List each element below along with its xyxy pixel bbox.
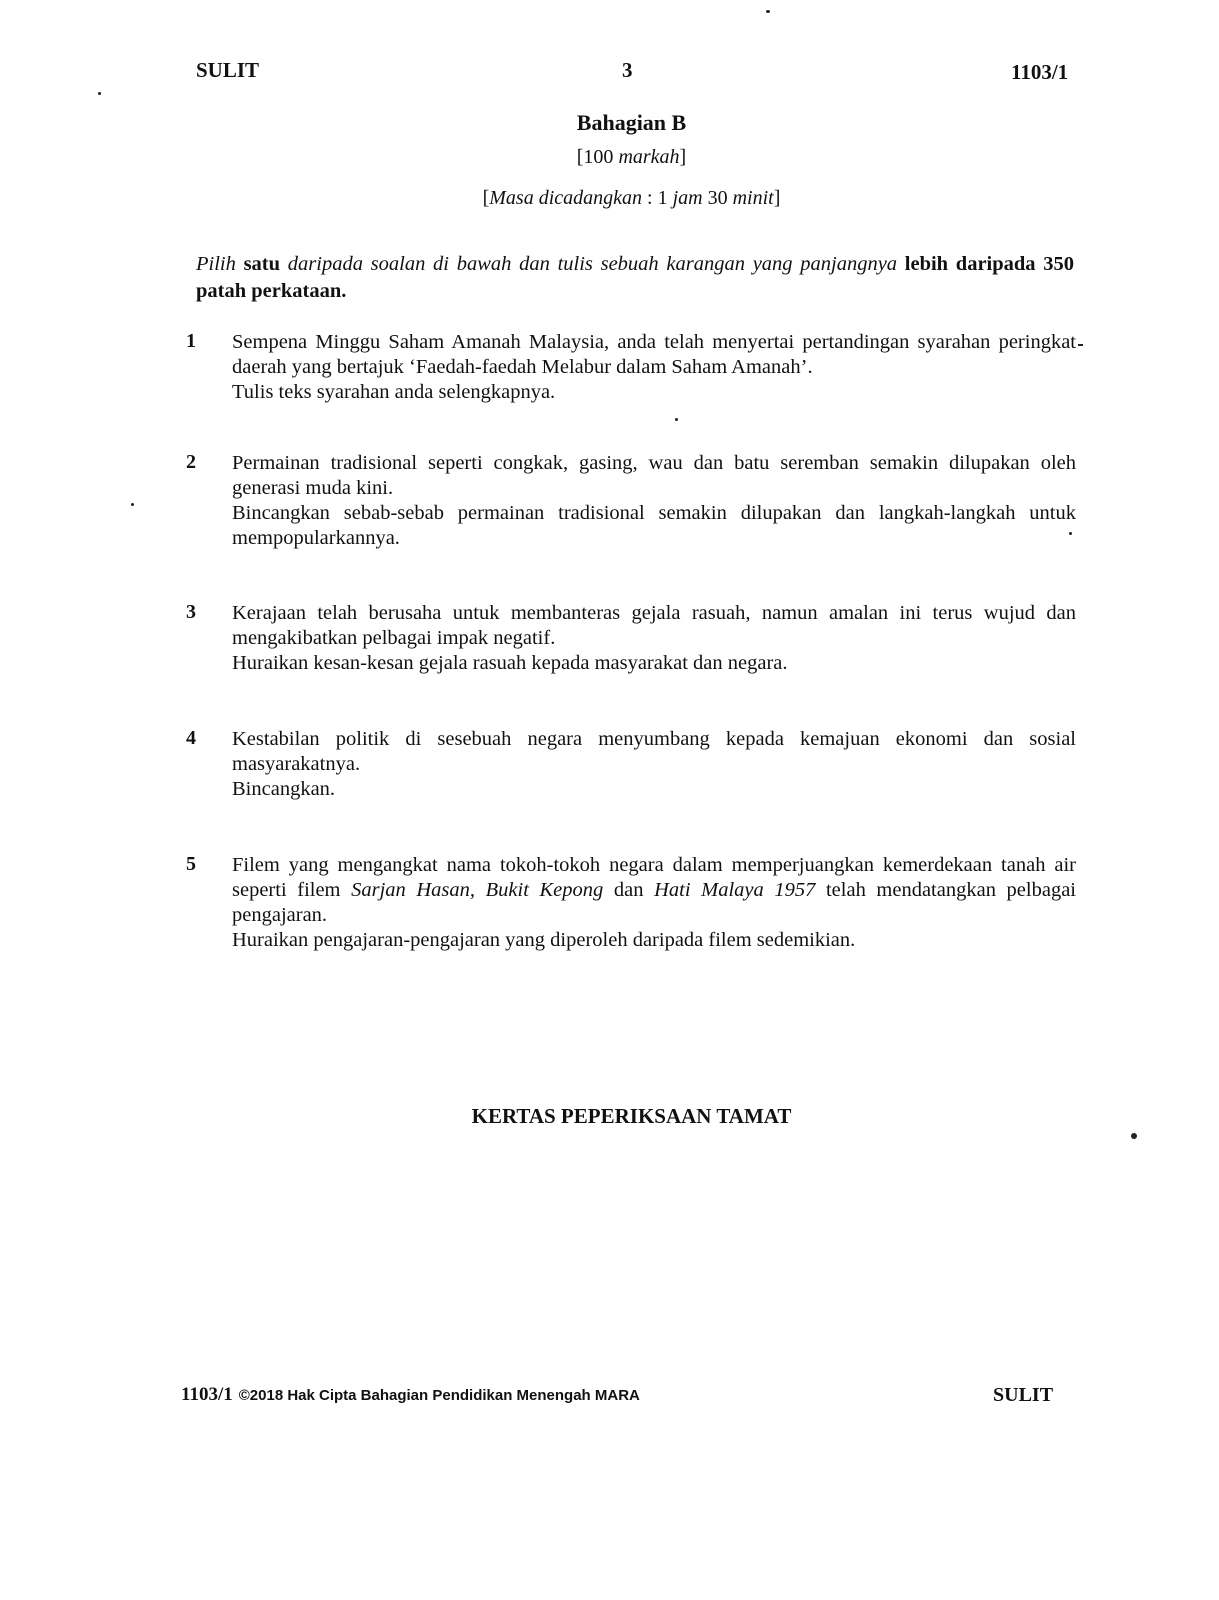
question-task: Bincangkan sebab-sebab permainan tradisional semakin dilupakan dan langkah-langkah untuk mempopularkannya. xyxy=(232,502,1076,549)
section-title: Bahagian B xyxy=(576,110,687,135)
end-of-paper: KERTAS PEPERIKSAAN TAMAT xyxy=(471,1104,792,1128)
question-text: Sempena Minggu Saham Amanah Malaysia, anda telah menyertai pertandingan syarahan peringkat daerah yang bertajuk ‘Faedah-faedah Melabur dalam Saham Amanah’. xyxy=(232,331,1076,378)
question-text: Kerajaan telah berusaha untuk membanteras gejala rasuah, namun amalan ini terus wujud dan mengakibatkan pelbagai impak negatif. xyxy=(232,602,1076,649)
scan-speck xyxy=(766,10,770,13)
question-text: Permainan tradisional seperti congkak, gasing, wau dan batu seremban semakin dilupakan oleh generasi muda kini. xyxy=(232,452,1076,499)
scan-speck xyxy=(675,418,678,421)
section-marks: [100 markah] xyxy=(576,146,687,168)
scan-speck xyxy=(1078,344,1083,346)
footer-copyright: ©2018 Hak Cipta Bahagian Pendidikan Menengah MARA xyxy=(238,1387,640,1404)
question-text: Kestabilan politik di sesebuah negara menyumbang kepada kemajuan ekonomi dan sosial masyarakatnya. xyxy=(232,728,1076,775)
scan-speck xyxy=(1069,532,1072,535)
question-task: Huraikan kesan-kesan gejala rasuah kepada masyarakat dan negara. xyxy=(232,652,788,674)
scan-speck xyxy=(131,503,134,506)
question-text: Filem yang mengangkat nama tokoh-tokoh negara dalam memperjuangkan kemerdekaan tanah air seperti filem Sarjan Hasan, Bukit Kepong dan Hati Malaya 1957 telah mendatangkan pelbagai pengajaran. xyxy=(232,854,1076,926)
instruction: Pilih satu daripada soalan di bawah dan tulis sebuah karangan yang panjangnya lebih daripada 350 patah perkataan. xyxy=(196,253,1075,302)
page-number: 3 xyxy=(622,58,633,82)
question-number: 2 xyxy=(186,451,196,473)
question-task: Huraikan pengajaran-pengajaran yang diperoleh daripada filem sedemikian. xyxy=(232,929,856,951)
header-paper-code: 1103/1 xyxy=(1011,60,1069,84)
header-sulit: SULIT xyxy=(196,58,260,82)
question-number: 5 xyxy=(186,853,196,875)
question-5 xyxy=(186,853,1076,953)
question-2 xyxy=(186,451,1076,551)
question-number: 3 xyxy=(186,601,196,623)
footer-paper-code: 1103/1 xyxy=(181,1384,233,1405)
section-suggested-time: [Masa dicadangkan : 1 jam 30 minit] xyxy=(482,187,781,209)
scan-speck xyxy=(1131,1133,1137,1139)
film-titles-1: Sarjan Hasan, Bukit Kepong xyxy=(351,879,604,901)
question-task: Bincangkan. xyxy=(232,778,336,800)
question-1 xyxy=(186,330,1076,405)
footer-left xyxy=(181,1384,640,1406)
footer-sulit: SULIT xyxy=(993,1384,1054,1406)
question-task: Tulis teks syarahan anda selengkapnya. xyxy=(232,381,556,403)
question-number: 4 xyxy=(186,727,196,749)
scan-speck xyxy=(98,92,101,95)
film-title-2: Hati Malaya 1957 xyxy=(654,879,816,901)
question-number: 1 xyxy=(186,330,196,352)
question-4 xyxy=(186,727,1076,802)
question-3 xyxy=(186,601,1076,676)
